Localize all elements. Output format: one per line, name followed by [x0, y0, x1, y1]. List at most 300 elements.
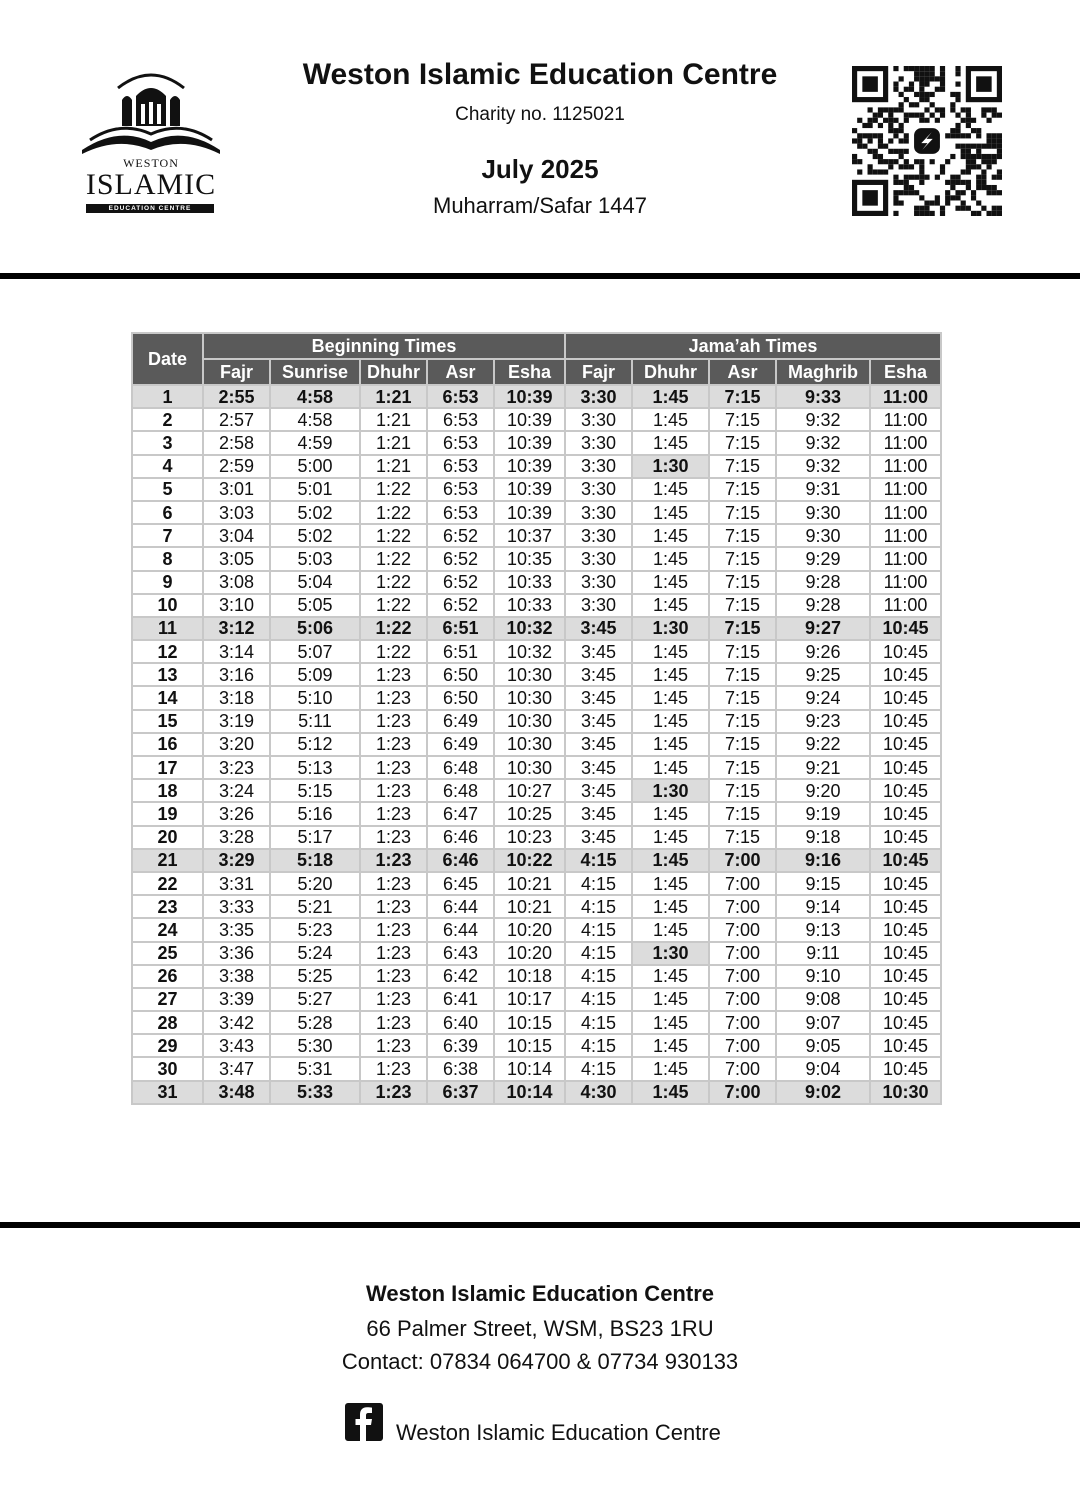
time-cell: 10:45	[870, 918, 941, 941]
time-cell: 5:15	[270, 779, 360, 802]
date-cell: 26	[132, 965, 203, 988]
time-cell: 10:30	[494, 733, 565, 756]
time-cell: 1:45	[632, 988, 709, 1011]
time-cell: 5:01	[270, 478, 360, 501]
col-header-beginning-dhuhr: Dhuhr	[360, 359, 427, 385]
time-cell: 11:00	[870, 501, 941, 524]
table-row	[132, 501, 941, 524]
time-cell: 6:53	[427, 408, 494, 431]
time-cell: 5:17	[270, 826, 360, 849]
time-cell: 3:30	[565, 408, 632, 431]
time-cell: 6:38	[427, 1057, 494, 1080]
time-cell: 7:15	[709, 594, 776, 617]
time-cell: 3:45	[565, 686, 632, 709]
charity-number: Charity no. 1125021	[455, 104, 625, 125]
time-cell: 7:00	[709, 918, 776, 941]
time-cell: 1:45	[632, 663, 709, 686]
time-cell: 6:53	[427, 478, 494, 501]
time-cell: 6:52	[427, 571, 494, 594]
table-row	[132, 663, 941, 686]
time-cell: 10:32	[494, 640, 565, 663]
col-header-beginning-sunrise: Sunrise	[270, 359, 360, 385]
date-cell: 25	[132, 942, 203, 965]
time-cell: 4:15	[565, 942, 632, 965]
time-cell: 11:00	[870, 547, 941, 570]
time-cell: 3:01	[203, 478, 270, 501]
time-cell: 7:15	[709, 385, 776, 408]
footer-contact: Contact: 07834 064700 & 07734 930133	[341, 1349, 739, 1374]
time-cell: 3:30	[565, 455, 632, 478]
time-cell: 3:30	[565, 524, 632, 547]
time-cell: 10:45	[870, 1034, 941, 1057]
time-cell: 10:30	[494, 663, 565, 686]
time-cell: 10:32	[494, 617, 565, 640]
date-cell: 30	[132, 1057, 203, 1080]
date-cell: 10	[132, 594, 203, 617]
time-cell: 3:33	[203, 895, 270, 918]
time-cell: 5:16	[270, 802, 360, 825]
time-cell: 10:21	[494, 872, 565, 895]
time-cell: 6:37	[427, 1081, 494, 1104]
date-cell: 16	[132, 733, 203, 756]
time-cell: 5:31	[270, 1057, 360, 1080]
date-cell: 5	[132, 478, 203, 501]
time-cell: 6:47	[427, 802, 494, 825]
time-cell: 3:30	[565, 571, 632, 594]
date-header: Date	[132, 333, 203, 385]
time-cell: 1:23	[360, 1081, 427, 1104]
time-cell: 10:20	[494, 918, 565, 941]
time-cell: 1:45	[632, 802, 709, 825]
col-header-jamaah-maghrib: Maghrib	[776, 359, 870, 385]
bottom-divider	[0, 1222, 1080, 1228]
time-cell: 2:58	[203, 431, 270, 454]
date-cell: 15	[132, 710, 203, 733]
time-cell: 3:12	[203, 617, 270, 640]
jamaah-times-header: Jama’ah Times	[565, 333, 941, 359]
time-cell: 10:45	[870, 965, 941, 988]
date-cell: 3	[132, 431, 203, 454]
time-cell: 5:30	[270, 1034, 360, 1057]
time-cell: 1:45	[632, 756, 709, 779]
time-cell: 3:30	[565, 431, 632, 454]
time-cell: 1:22	[360, 594, 427, 617]
time-cell: 10:17	[494, 988, 565, 1011]
time-cell: 3:16	[203, 663, 270, 686]
time-cell: 10:45	[870, 779, 941, 802]
time-cell: 1:45	[632, 571, 709, 594]
time-cell: 6:42	[427, 965, 494, 988]
time-cell: 7:00	[709, 1081, 776, 1104]
time-cell: 6:52	[427, 547, 494, 570]
time-cell: 9:33	[776, 385, 870, 408]
time-cell: 2:57	[203, 408, 270, 431]
table-row	[132, 779, 941, 802]
time-cell: 10:30	[494, 756, 565, 779]
table-row	[132, 686, 941, 709]
date-cell: 31	[132, 1081, 203, 1104]
time-cell: 3:45	[565, 733, 632, 756]
table-row	[132, 756, 941, 779]
time-cell: 1:23	[360, 756, 427, 779]
time-cell: 6:44	[427, 918, 494, 941]
facebook-page-link[interactable]: Weston Islamic Education Centre	[396, 1420, 721, 1445]
time-cell: 5:21	[270, 895, 360, 918]
time-cell: 1:45	[632, 408, 709, 431]
time-cell: 10:39	[494, 501, 565, 524]
time-cell: 10:45	[870, 756, 941, 779]
time-cell: 9:11	[776, 942, 870, 965]
time-cell: 6:49	[427, 710, 494, 733]
time-cell: 3:14	[203, 640, 270, 663]
table-row	[132, 1057, 941, 1080]
time-cell: 7:15	[709, 779, 776, 802]
time-cell: 1:23	[360, 733, 427, 756]
time-cell: 7:15	[709, 571, 776, 594]
time-cell: 7:15	[709, 826, 776, 849]
time-cell: 3:10	[203, 594, 270, 617]
time-cell: 11:00	[870, 594, 941, 617]
time-cell: 1:23	[360, 988, 427, 1011]
time-cell: 3:45	[565, 802, 632, 825]
time-cell: 3:42	[203, 1011, 270, 1034]
time-cell: 3:45	[565, 663, 632, 686]
time-cell: 7:15	[709, 686, 776, 709]
col-header-beginning-asr: Asr	[427, 359, 494, 385]
time-cell: 1:22	[360, 501, 427, 524]
time-cell: 9:08	[776, 988, 870, 1011]
time-cell: 6:49	[427, 733, 494, 756]
table-row	[132, 478, 941, 501]
time-cell: 10:35	[494, 547, 565, 570]
time-cell: 3:03	[203, 501, 270, 524]
time-cell: 7:15	[709, 408, 776, 431]
qr-code-icon[interactable]	[852, 66, 1002, 216]
date-cell: 21	[132, 849, 203, 872]
time-cell: 9:30	[776, 501, 870, 524]
table-row	[132, 895, 941, 918]
time-cell: 7:15	[709, 478, 776, 501]
date-cell: 7	[132, 524, 203, 547]
time-cell: 4:58	[270, 385, 360, 408]
time-cell: 1:45	[632, 1057, 709, 1080]
time-cell: 5:12	[270, 733, 360, 756]
time-cell: 1:23	[360, 663, 427, 686]
time-cell: 9:28	[776, 594, 870, 617]
time-cell: 1:23	[360, 872, 427, 895]
time-cell: 5:33	[270, 1081, 360, 1104]
date-cell: 29	[132, 1034, 203, 1057]
time-cell: 5:11	[270, 710, 360, 733]
time-cell: 3:38	[203, 965, 270, 988]
time-cell: 10:45	[870, 733, 941, 756]
time-cell: 3:31	[203, 872, 270, 895]
time-cell: 1:45	[632, 872, 709, 895]
time-cell: 3:45	[565, 826, 632, 849]
time-cell: 5:03	[270, 547, 360, 570]
time-cell: 3:08	[203, 571, 270, 594]
time-cell: 9:21	[776, 756, 870, 779]
time-cell: 5:09	[270, 663, 360, 686]
table-row	[132, 965, 941, 988]
col-header-jamaah-dhuhr: Dhuhr	[632, 359, 709, 385]
time-cell: 1:21	[360, 455, 427, 478]
time-cell: 10:22	[494, 849, 565, 872]
time-cell: 6:53	[427, 455, 494, 478]
mosque-book-icon	[78, 66, 224, 158]
time-cell: 10:37	[494, 524, 565, 547]
table-row	[132, 617, 941, 640]
date-cell: 11	[132, 617, 203, 640]
date-cell: 22	[132, 872, 203, 895]
time-cell: 7:15	[709, 431, 776, 454]
time-cell: 3:18	[203, 686, 270, 709]
time-cell: 10:45	[870, 686, 941, 709]
time-cell: 1:23	[360, 1034, 427, 1057]
time-cell: 6:41	[427, 988, 494, 1011]
time-cell: 3:45	[565, 710, 632, 733]
date-cell: 14	[132, 686, 203, 709]
time-cell: 9:23	[776, 710, 870, 733]
time-cell: 5:20	[270, 872, 360, 895]
time-cell: 10:45	[870, 988, 941, 1011]
time-cell: 3:30	[565, 594, 632, 617]
time-cell: 6:51	[427, 640, 494, 663]
table-row	[132, 1034, 941, 1057]
table-row	[132, 594, 941, 617]
time-cell: 1:30	[632, 779, 709, 802]
time-cell: 10:45	[870, 617, 941, 640]
time-cell: 7:00	[709, 988, 776, 1011]
table-row	[132, 455, 941, 478]
time-cell: 7:00	[709, 895, 776, 918]
time-cell: 3:36	[203, 942, 270, 965]
time-cell: 9:22	[776, 733, 870, 756]
time-cell: 5:24	[270, 942, 360, 965]
time-cell: 6:50	[427, 686, 494, 709]
time-cell: 7:15	[709, 455, 776, 478]
table-row	[132, 942, 941, 965]
time-cell: 7:15	[709, 547, 776, 570]
time-cell: 9:29	[776, 547, 870, 570]
time-cell: 3:30	[565, 501, 632, 524]
facebook-icon[interactable]	[345, 1403, 383, 1441]
time-cell: 6:44	[427, 895, 494, 918]
time-cell: 10:45	[870, 663, 941, 686]
time-cell: 1:22	[360, 478, 427, 501]
date-cell: 17	[132, 756, 203, 779]
time-cell: 5:23	[270, 918, 360, 941]
col-header-beginning-esha: Esha	[494, 359, 565, 385]
time-cell: 3:43	[203, 1034, 270, 1057]
time-cell: 9:15	[776, 872, 870, 895]
time-cell: 1:45	[632, 710, 709, 733]
time-cell: 9:16	[776, 849, 870, 872]
time-cell: 3:19	[203, 710, 270, 733]
time-cell: 1:22	[360, 524, 427, 547]
time-cell: 10:45	[870, 826, 941, 849]
col-header-jamaah-esha: Esha	[870, 359, 941, 385]
time-cell: 1:45	[632, 918, 709, 941]
time-cell: 7:15	[709, 663, 776, 686]
time-cell: 7:15	[709, 640, 776, 663]
time-cell: 3:29	[203, 849, 270, 872]
time-cell: 3:20	[203, 733, 270, 756]
time-cell: 1:30	[632, 617, 709, 640]
table-row	[132, 385, 941, 408]
time-cell: 9:20	[776, 779, 870, 802]
time-cell: 1:45	[632, 640, 709, 663]
time-cell: 9:32	[776, 431, 870, 454]
date-cell: 24	[132, 918, 203, 941]
time-cell: 1:30	[632, 455, 709, 478]
date-cell: 28	[132, 1011, 203, 1034]
time-cell: 6:43	[427, 942, 494, 965]
time-cell: 3:23	[203, 756, 270, 779]
time-cell: 10:45	[870, 640, 941, 663]
time-cell: 6:53	[427, 431, 494, 454]
time-cell: 5:28	[270, 1011, 360, 1034]
time-cell: 9:26	[776, 640, 870, 663]
time-cell: 11:00	[870, 408, 941, 431]
logo-subtitle: EDUCATION CENTRE	[86, 204, 214, 213]
time-cell: 11:00	[870, 524, 941, 547]
time-cell: 10:27	[494, 779, 565, 802]
time-cell: 9:04	[776, 1057, 870, 1080]
table-row	[132, 524, 941, 547]
time-cell: 1:45	[632, 385, 709, 408]
time-cell: 3:47	[203, 1057, 270, 1080]
table-row	[132, 802, 941, 825]
time-cell: 11:00	[870, 455, 941, 478]
time-cell: 5:02	[270, 501, 360, 524]
time-cell: 9:13	[776, 918, 870, 941]
date-cell: 27	[132, 988, 203, 1011]
logo-islamic-text: ISLAMIC	[85, 168, 217, 201]
time-cell: 7:00	[709, 872, 776, 895]
time-cell: 5:10	[270, 686, 360, 709]
time-cell: 1:45	[632, 524, 709, 547]
time-cell: 10:20	[494, 942, 565, 965]
table-row	[132, 826, 941, 849]
time-cell: 3:28	[203, 826, 270, 849]
time-cell: 9:28	[776, 571, 870, 594]
time-cell: 7:00	[709, 849, 776, 872]
time-cell: 10:23	[494, 826, 565, 849]
table-row	[132, 733, 941, 756]
time-cell: 1:45	[632, 686, 709, 709]
time-cell: 7:00	[709, 1011, 776, 1034]
time-cell: 7:00	[709, 965, 776, 988]
date-cell: 2	[132, 408, 203, 431]
logo-weston-text: WESTON	[123, 156, 179, 170]
time-cell: 4:15	[565, 1057, 632, 1080]
time-cell: 5:06	[270, 617, 360, 640]
time-cell: 7:15	[709, 524, 776, 547]
time-cell: 6:45	[427, 872, 494, 895]
time-cell: 1:45	[632, 733, 709, 756]
time-cell: 3:30	[565, 547, 632, 570]
footer-centre-name: Weston Islamic Education Centre	[365, 1281, 714, 1306]
time-cell: 1:30	[632, 942, 709, 965]
time-cell: 6:48	[427, 779, 494, 802]
time-cell: 1:22	[360, 571, 427, 594]
month-title: July 2025	[481, 154, 599, 184]
time-cell: 1:22	[360, 617, 427, 640]
time-cell: 10:25	[494, 802, 565, 825]
time-cell: 10:14	[494, 1081, 565, 1104]
date-cell: 18	[132, 779, 203, 802]
time-cell: 1:45	[632, 547, 709, 570]
time-cell: 4:15	[565, 1034, 632, 1057]
time-cell: 10:39	[494, 385, 565, 408]
hijri-month: Muharram/Safar 1447	[433, 193, 647, 218]
time-cell: 10:18	[494, 965, 565, 988]
date-cell: 4	[132, 455, 203, 478]
time-cell: 1:23	[360, 1011, 427, 1034]
time-cell: 10:30	[494, 686, 565, 709]
date-cell: 12	[132, 640, 203, 663]
time-cell: 9:32	[776, 408, 870, 431]
time-cell: 9:24	[776, 686, 870, 709]
time-cell: 10:33	[494, 594, 565, 617]
time-cell: 9:27	[776, 617, 870, 640]
time-cell: 1:23	[360, 686, 427, 709]
time-cell: 7:15	[709, 756, 776, 779]
table-row	[132, 710, 941, 733]
time-cell: 11:00	[870, 431, 941, 454]
time-cell: 6:39	[427, 1034, 494, 1057]
time-cell: 10:45	[870, 942, 941, 965]
time-cell: 6:40	[427, 1011, 494, 1034]
time-cell: 4:30	[565, 1081, 632, 1104]
time-cell: 1:21	[360, 431, 427, 454]
centre-logo	[78, 66, 224, 216]
table-row	[132, 408, 941, 431]
time-cell: 9:19	[776, 802, 870, 825]
time-cell: 3:45	[565, 617, 632, 640]
time-cell: 10:45	[870, 710, 941, 733]
time-cell: 2:55	[203, 385, 270, 408]
date-cell: 19	[132, 802, 203, 825]
time-cell: 5:27	[270, 988, 360, 1011]
time-cell: 10:15	[494, 1011, 565, 1034]
time-cell: 1:45	[632, 478, 709, 501]
time-cell: 1:23	[360, 965, 427, 988]
table-row	[132, 1081, 941, 1104]
date-cell: 20	[132, 826, 203, 849]
time-cell: 1:23	[360, 942, 427, 965]
time-cell: 3:45	[565, 640, 632, 663]
time-cell: 1:22	[360, 640, 427, 663]
time-cell: 1:23	[360, 895, 427, 918]
time-cell: 9:07	[776, 1011, 870, 1034]
time-cell: 5:02	[270, 524, 360, 547]
time-cell: 9:25	[776, 663, 870, 686]
time-cell: 10:39	[494, 408, 565, 431]
table-row	[132, 872, 941, 895]
time-cell: 6:51	[427, 617, 494, 640]
time-cell: 1:45	[632, 895, 709, 918]
time-cell: 5:07	[270, 640, 360, 663]
time-cell: 1:23	[360, 779, 427, 802]
time-cell: 10:45	[870, 1057, 941, 1080]
time-cell: 3:45	[565, 756, 632, 779]
time-cell: 10:30	[494, 710, 565, 733]
time-cell: 10:21	[494, 895, 565, 918]
col-header-beginning-fajr: Fajr	[203, 359, 270, 385]
beginning-times-header: Beginning Times	[203, 333, 565, 359]
